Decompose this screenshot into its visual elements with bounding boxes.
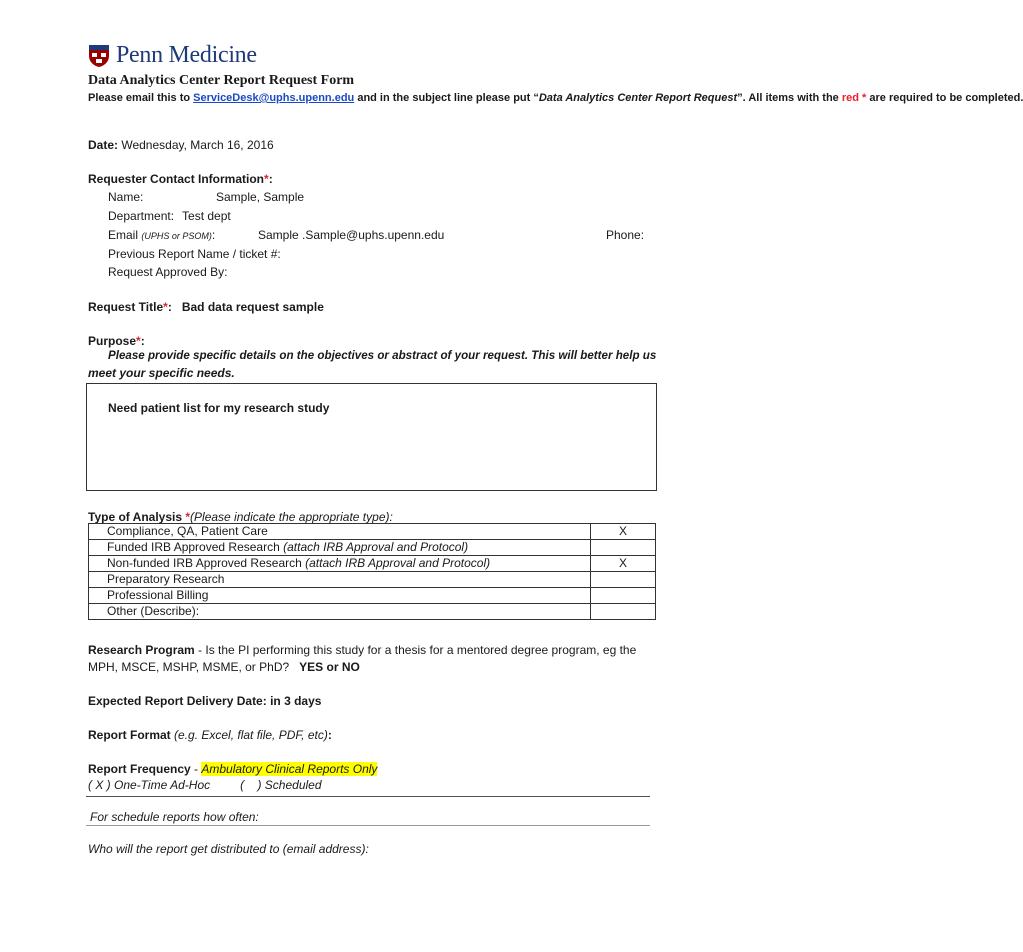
divider (86, 796, 650, 797)
required-marker-text: red * (841, 92, 867, 104)
table-row (89, 604, 656, 620)
analysis-mark-cell[interactable] (591, 572, 656, 588)
purpose-instruction-1: Please provide specific details on the objectives or abstract of your request. This will better help us (108, 349, 657, 362)
instructions-line1: Please email this to ServiceDesk@uphs.upenn.edu and in the subject line please put “Data Analytics Center Report Request”. All items with the red * are required to be completed. (88, 92, 1023, 104)
table-row (89, 540, 656, 556)
report-format-line: Report Format (e.g. Excel, flat file, PDF, etc): (88, 728, 332, 742)
schedule-prompt: For schedule reports how often: (90, 810, 259, 824)
analysis-type-cell: Funded IRB Approved Research (attach IRB Approval and Protocol) (89, 540, 591, 556)
delivery-date-value[interactable]: in 3 days (266, 694, 322, 708)
analysis-type-cell: Professional Billing (89, 588, 591, 604)
purpose-text: Need patient list for my research study (108, 401, 330, 415)
report-frequency-line: Report Frequency - Ambulatory Clinical Reports Only (88, 762, 378, 776)
analysis-mark-cell[interactable]: X (591, 556, 656, 572)
department-line: Department: Test dept (108, 209, 231, 223)
name-value[interactable]: Sample, Sample (216, 190, 305, 204)
phone-label: Phone: (606, 228, 645, 242)
analysis-type-cell: Other (Describe): (89, 604, 591, 620)
research-program-answer[interactable]: YES or NO (299, 660, 360, 674)
service-desk-email-link[interactable]: ServiceDesk@uphs.upenn.edu (193, 92, 355, 104)
analysis-heading: Type of Analysis *(Please indicate the appropriate type): (88, 510, 393, 524)
email-value[interactable]: Sample .Sample@uphs.upenn.edu (258, 228, 445, 242)
date-value: Wednesday, March 16, 2016 (118, 138, 274, 152)
form-title: Data Analytics Center Report Request Form (88, 73, 355, 88)
request-title-value[interactable]: Bad data request sample (181, 300, 324, 314)
analysis-mark-cell[interactable] (591, 604, 656, 620)
penn-shield-icon (88, 44, 110, 68)
purpose-textbox[interactable] (86, 383, 657, 491)
research-program-line2: MPH, MSCE, MSHP, MSME, or PhD? YES or NO (88, 660, 360, 674)
analysis-type-cell: Non-funded IRB Approved Research (attach IRB Approval and Protocol) (89, 556, 591, 572)
analysis-type-cell: Preparatory Research (89, 572, 591, 588)
frequency-options[interactable]: ( X ) One-Time Ad-Hoc ( ) Scheduled (88, 778, 322, 792)
logo-text: Penn Medicine (116, 42, 257, 68)
date-line (88, 138, 274, 152)
highlighted-note: Ambulatory Clinical Reports Only (201, 762, 378, 776)
request-title-line: Request Title*: Bad data request sample (88, 300, 324, 314)
approved-by-label: Request Approved By: (108, 265, 228, 279)
name-label: Name: (108, 190, 144, 204)
previous-report-label: Previous Report Name / ticket #: (108, 247, 281, 261)
analysis-mark-cell[interactable]: X (591, 524, 656, 540)
research-program-line1: Research Program - Is the PI performing this study for a thesis for a mentored degree program, eg the (88, 643, 637, 657)
table-row (89, 556, 656, 572)
table-row (89, 588, 656, 604)
email-label: Email (UPHS or PSOM): (108, 228, 216, 242)
divider (86, 825, 650, 826)
distribution-prompt: Who will the report get distributed to (email address): (88, 842, 369, 856)
analysis-type-cell: Compliance, QA, Patient Care (89, 524, 591, 540)
department-value[interactable]: Test dept (182, 209, 231, 223)
table-row (89, 572, 656, 588)
table-row (89, 524, 656, 540)
requester-heading: Requester Contact Information*: (88, 172, 273, 186)
delivery-date-line: Expected Report Delivery Date: in 3 days (88, 694, 322, 708)
analysis-table (88, 523, 656, 620)
date-label: Date: (88, 138, 119, 152)
analysis-mark-cell[interactable] (591, 540, 656, 556)
analysis-mark-cell[interactable] (591, 588, 656, 604)
subject-text: Data Analytics Center Report Request (538, 92, 738, 104)
purpose-heading: Purpose*: (88, 334, 145, 348)
purpose-instruction-2: meet your specific needs. (88, 366, 235, 380)
